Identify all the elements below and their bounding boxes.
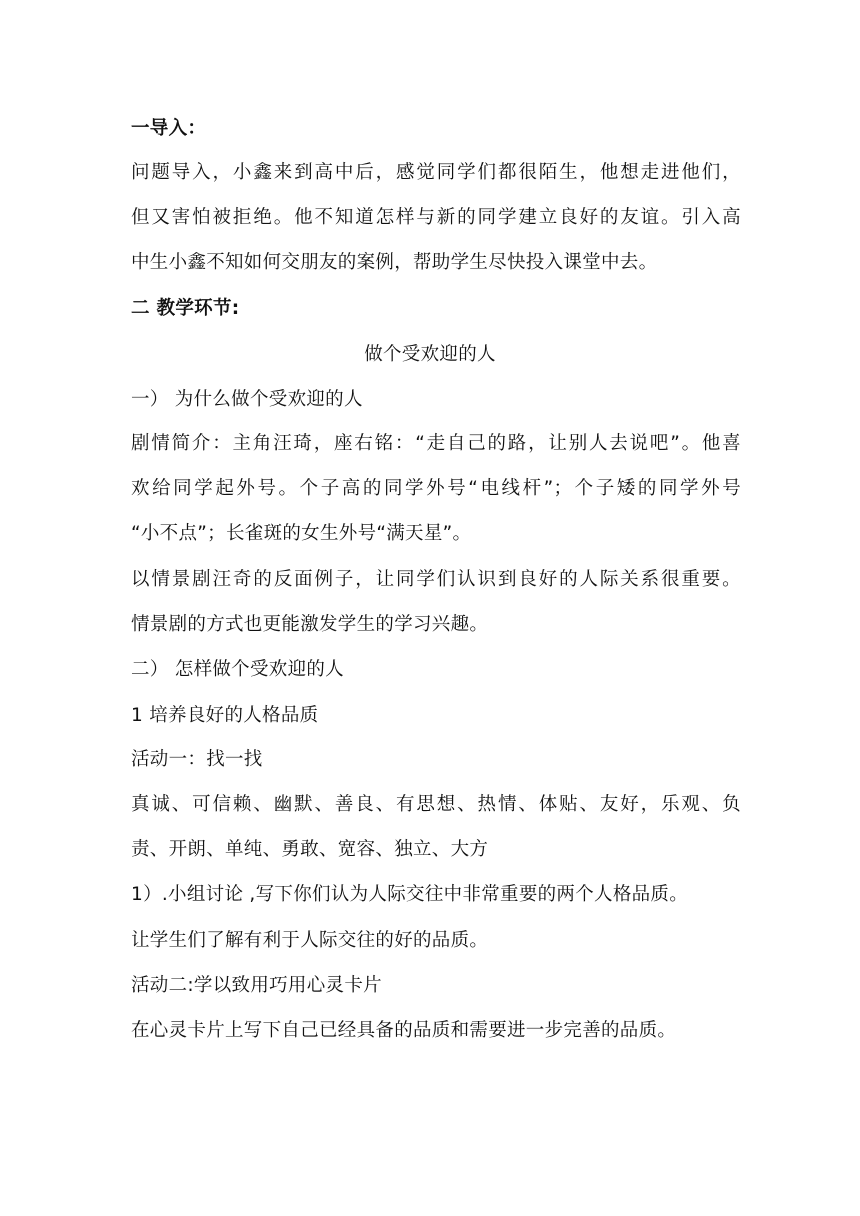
group-discussion-line-1: 1）.小组讨论 ,写下你们认为人际交往中非常重要的两个人格品质。 bbox=[131, 884, 689, 905]
item-cultivate-qualities: 1 培养良好的人格品质 bbox=[131, 705, 319, 726]
heart-card-instruction: 在心灵卡片上写下自己已经具备的品质和需要进一步完善的品质。 bbox=[131, 1020, 677, 1041]
plot-summary-line-2: 欢给同学起外号。个子高的同学外号“电线杆”；个子矮的同学外号 bbox=[131, 478, 741, 499]
section-heading-teaching: 二 教学环节: bbox=[131, 298, 240, 319]
intro-paragraph-line-2: 但又害怕被拒绝。他不知道怎样与新的同学建立良好的友谊。引入高 bbox=[131, 207, 741, 228]
section-heading-intro: 一导入： bbox=[131, 118, 207, 139]
group-discussion-line-2: 让学生们了解有利于人际交往的好的品质。 bbox=[131, 930, 489, 951]
qualities-list-line-2: 责、开朗、单纯、勇敢、宽容、独立、大方 bbox=[131, 839, 489, 860]
intro-paragraph-line-1: 问题导入，小鑫来到高中后，感觉同学们都很陌生，他想走进他们， bbox=[131, 162, 741, 183]
plot-summary-line-3: “小不点”；长雀斑的女生外号“满天星”。 bbox=[131, 523, 472, 544]
plot-summary-line-1: 剧情简介：主角汪琦，座右铭：“走自己的路，让别人去说吧”。他喜 bbox=[131, 433, 741, 454]
lesson-title: 做个受欢迎的人 bbox=[364, 344, 496, 365]
activity-one-label: 活动一：找一找 bbox=[131, 749, 263, 770]
activity-two-label: 活动二:学以致用巧用心灵卡片 bbox=[131, 975, 382, 996]
reflection-line-2: 情景剧的方式也更能激发学生的学习兴趣。 bbox=[131, 614, 489, 635]
subsection-how: 二） 怎样做个受欢迎的人 bbox=[131, 659, 344, 680]
intro-paragraph-line-3: 中生小鑫不知如何交朋友的案例，帮助学生尽快投入课堂中去。 bbox=[131, 252, 658, 273]
qualities-list-line-1: 真诚、可信赖、幽默、善良、有思想、热情、体贴、友好，乐观、负 bbox=[131, 794, 741, 815]
reflection-line-1: 以情景剧汪奇的反面例子，让同学们认识到良好的人际关系很重要。 bbox=[131, 569, 741, 590]
subsection-why: 一） 为什么做个受欢迎的人 bbox=[131, 389, 363, 410]
